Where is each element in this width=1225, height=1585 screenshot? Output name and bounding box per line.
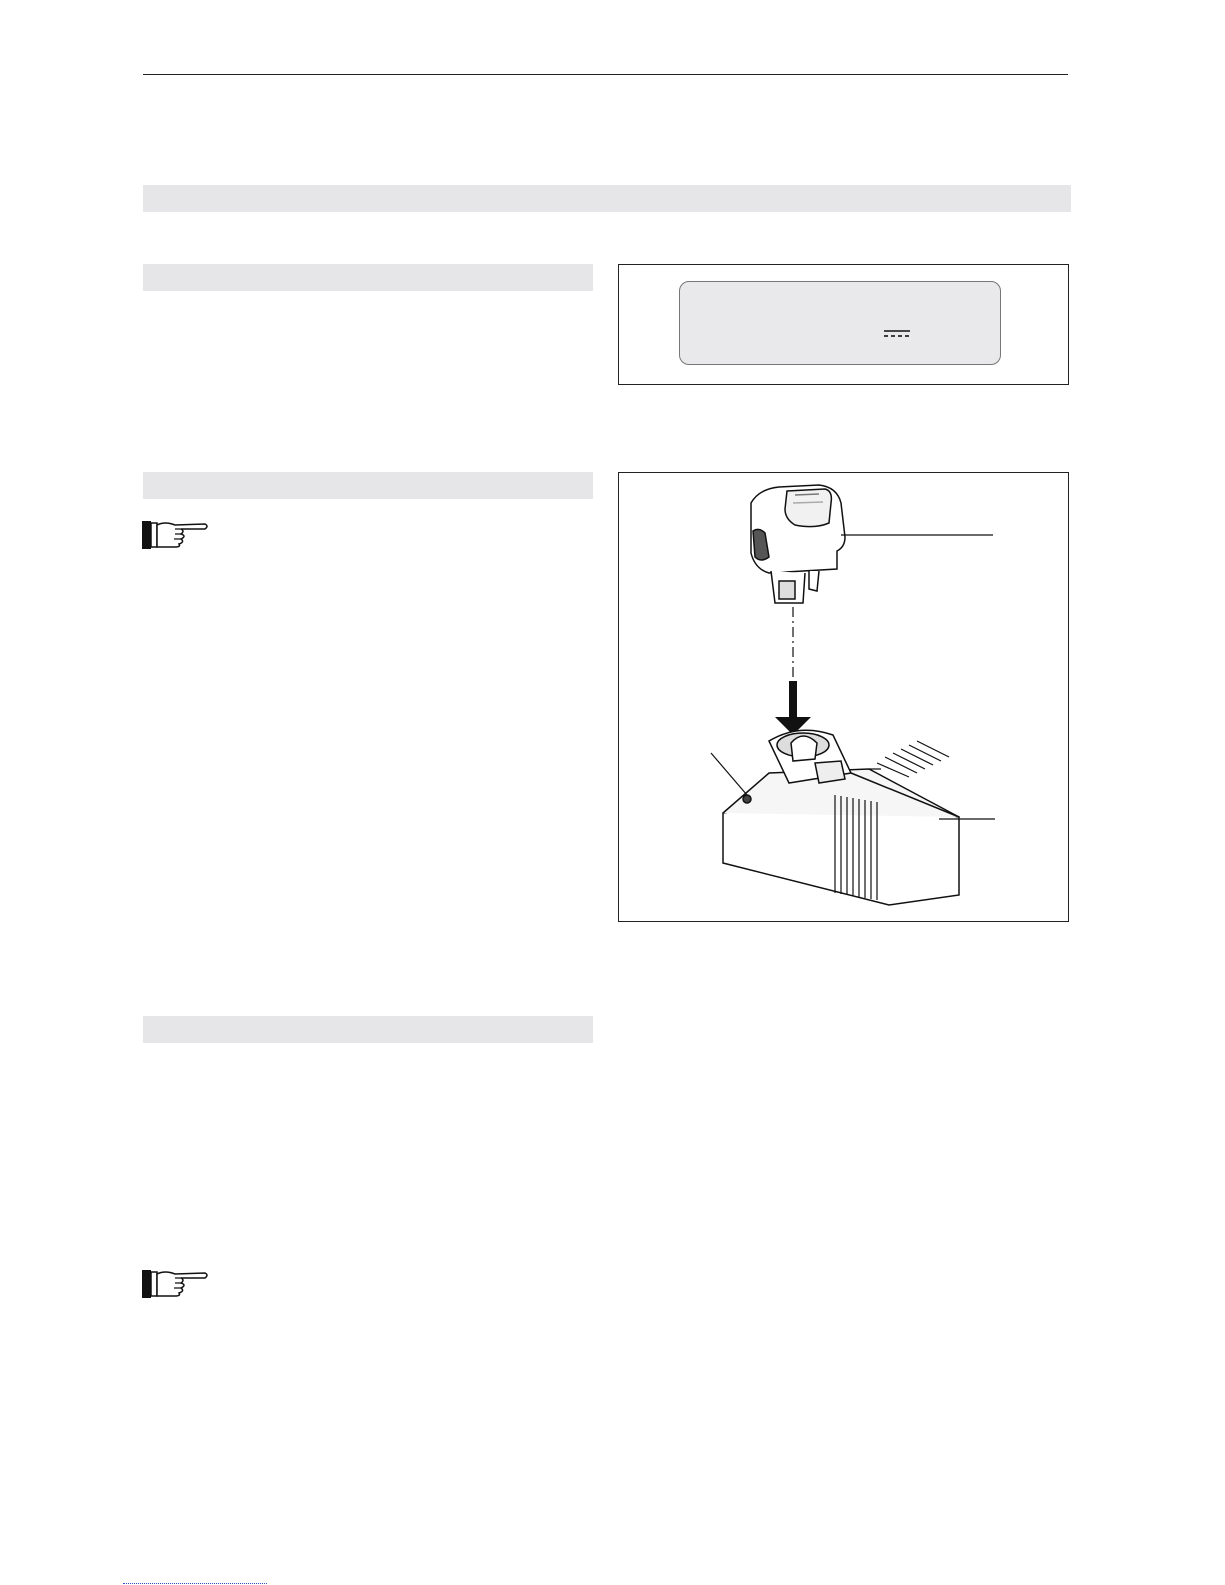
- pointing-hand-icon: [141, 1266, 211, 1302]
- section-band-1: [143, 264, 593, 291]
- rating-label-figure: [618, 264, 1069, 385]
- charger-figure: [618, 472, 1069, 922]
- header-rule: [143, 74, 1068, 75]
- section-band-3: [143, 1016, 593, 1043]
- pointing-hand-icon: [141, 517, 211, 553]
- section-band-2: [143, 472, 593, 499]
- rating-label-panel: [679, 281, 1001, 365]
- charger-illustration: [619, 473, 1067, 920]
- insert-arrow: [775, 681, 811, 735]
- battery-pack: [751, 485, 845, 603]
- section-band-main: [143, 185, 1071, 212]
- dc-current-icon: [882, 328, 912, 340]
- charger-unit: [723, 730, 959, 905]
- led-leader-line: [711, 753, 747, 795]
